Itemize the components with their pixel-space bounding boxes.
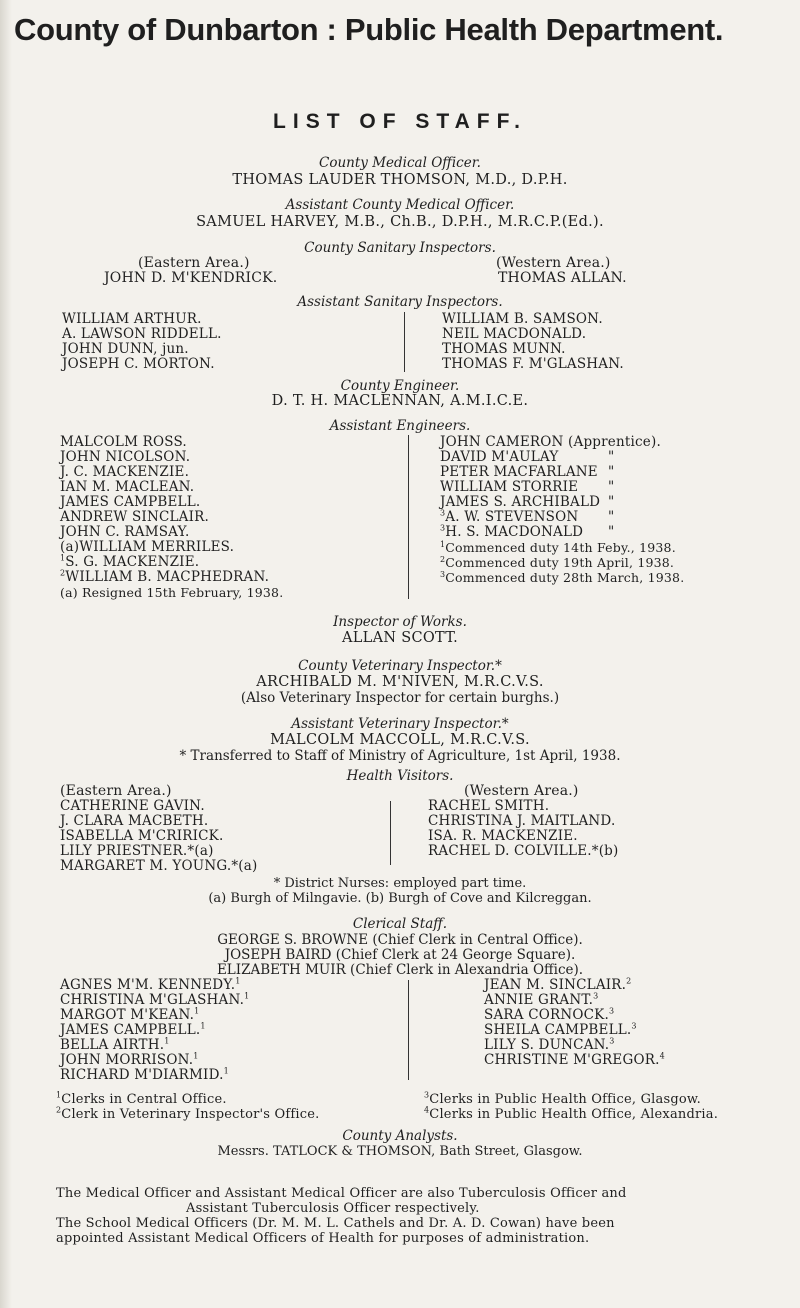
list-item: DAVID M'AULAY "	[440, 449, 615, 465]
list-item: CHRISTINE M'GREGOR.$^4$	[484, 1051, 665, 1068]
list-item: $^2$WILLIAM B. MACPHEDRAN.	[60, 568, 270, 585]
asst-eng-left-list	[60, 435, 283, 600]
csi-west-label: (Western Area.)	[496, 255, 611, 271]
asi-right-list	[442, 312, 624, 372]
list-item: JAMES CAMPBELL.	[60, 494, 201, 510]
list-item: RACHEL D. COLVILLE.*(b)	[428, 843, 619, 859]
list-item: $^3$A. W. STEVENSON "	[440, 508, 615, 525]
csi-east-label: (Eastern Area.)	[138, 255, 250, 271]
list-item: CHRISTINA M'GLASHAN.$^1$	[60, 991, 250, 1008]
list-item: MALCOLM ROSS.	[60, 434, 187, 450]
clerk-note: $^2$Clerk in Veterinary Inspector's Office.	[56, 1105, 320, 1122]
list-item: ANNIE GRANT.$^3$	[484, 991, 599, 1008]
hv-east-list	[60, 799, 258, 874]
list-item: $^3$H. S. MACDONALD "	[440, 523, 615, 540]
asst-vet-note: * Transferred to Staff of Ministry of Agriculture, 1st April, 1938.	[179, 748, 621, 764]
list-item: MARGARET M. YOUNG.*(a)	[60, 858, 258, 874]
hv-note-burghs: (a) Burgh of Milngavie. (b) Burgh of Cove and Kilcreggan.	[208, 891, 592, 906]
engineer-name: D. T. H. MACLENNAN, A.M.I.C.E.	[271, 393, 529, 409]
list-item: LILY S. DUNCAN.$^3$	[484, 1036, 615, 1053]
list-item: PETER MACFARLANE "	[440, 464, 615, 480]
asi-role: Assistant Sanitary Inspectors.	[297, 294, 503, 310]
commenced-note: $^2$Commenced duty 19th April, 1938.	[440, 554, 675, 570]
list-item: RACHEL SMITH.	[428, 798, 550, 814]
cmo-name: THOMAS LAUDER THOMSON, M.D., D.P.H.	[232, 172, 568, 188]
list-title: LIST OF STAFF.	[273, 110, 527, 133]
column-divider	[404, 312, 405, 372]
list-item: JOHN DUNN, jun.	[62, 341, 189, 357]
department-header: County of Dunbarton : Public Health Department.	[14, 12, 724, 47]
list-item: MARGOT M'KEAN.$^1$	[60, 1006, 200, 1023]
chief-clerk: GEORGE S. BROWNE (Chief Clerk in Central Office).	[217, 932, 583, 948]
hv-role: Health Visitors.	[346, 768, 454, 784]
cmo-role: County Medical Officer.	[319, 155, 481, 171]
list-item: CHRISTINA J. MAITLAND.	[428, 813, 616, 829]
clerk-note: $^3$Clerks in Public Health Office, Glasgow.	[424, 1090, 701, 1107]
list-item: JOHN C. RAMSAY.	[60, 524, 190, 540]
list-item: WILLIAM STORRIE "	[440, 479, 615, 495]
hv-west-label: (Western Area.)	[464, 783, 579, 799]
engineer-role: County Engineer.	[340, 378, 460, 394]
list-item: BELLA AIRTH.$^1$	[60, 1036, 170, 1053]
list-item: JEAN M. SINCLAIR.$^2$	[484, 976, 632, 993]
list-item: ISA. R. MACKENZIE.	[428, 828, 578, 844]
analysts-name: Messrs. TATLOCK & THOMSON, Bath Street, Glasgow.	[217, 1144, 583, 1159]
footnote-line: appointed Assistant Medical Officers of Health for purposes of administration.	[56, 1231, 590, 1246]
hv-west-list	[428, 799, 619, 859]
footnote-line: Assistant Tuberculosis Officer respectively.	[186, 1201, 480, 1216]
list-item: RICHARD M'DIARMID.$^1$	[60, 1066, 229, 1083]
acmo-role: Assistant County Medical Officer.	[285, 197, 515, 213]
list-item: ANDREW SINCLAIR.	[60, 509, 209, 525]
vet-note: (Also Veterinary Inspector for certain burghs.)	[240, 690, 560, 706]
acmo-name: SAMUEL HARVEY, M.B., Ch.B., D.P.H., M.R.C.P.(Ed.).	[196, 214, 604, 230]
asi-left-list	[62, 312, 222, 372]
list-item: JOHN MORRISON.$^1$	[60, 1051, 199, 1068]
asst-eng-right-list	[440, 435, 684, 585]
list-item: THOMAS F. M'GLASHAN.	[442, 356, 624, 372]
list-item: J. C. MACKENZIE.	[60, 464, 190, 480]
list-item: CATHERINE GAVIN.	[60, 798, 205, 814]
hv-east-label: (Eastern Area.)	[60, 783, 172, 799]
clerical-role: Clerical Staff.	[352, 916, 448, 932]
list-item: NEIL MACDONALD.	[442, 326, 587, 342]
csi-east-name: JOHN D. M'KENDRICK.	[104, 270, 278, 286]
resigned-note: (a) Resigned 15th February, 1938.	[60, 585, 284, 600]
clerk-note: $^4$Clerks in Public Health Office, Alexandria.	[424, 1105, 719, 1122]
list-item: A. LAWSON RIDDELL.	[62, 326, 222, 342]
list-item: SARA CORNOCK.$^3$	[484, 1006, 615, 1023]
asst-vet-name: MALCOLM MACCOLL, M.R.C.V.S.	[270, 732, 530, 748]
clerical-left-list	[60, 978, 249, 1083]
hv-note-district-nurses: * District Nurses: employed part time.	[273, 876, 527, 891]
list-item: IAN M. MACLEAN.	[60, 479, 195, 495]
asst-eng-role: Assistant Engineers.	[329, 418, 471, 434]
list-item: LILY PRIESTNER.*(a)	[60, 843, 214, 859]
commenced-note: $^1$Commenced duty 14th Feby., 1938.	[440, 539, 676, 555]
list-item: (a)WILLIAM MERRILES.	[60, 539, 235, 555]
list-item: J. CLARA MACBETH.	[60, 813, 209, 829]
clerk-note: $^1$Clerks in Central Office.	[56, 1090, 227, 1107]
footnote-line: The Medical Officer and Assistant Medical Officer are also Tuberculosis Officer and	[56, 1186, 627, 1201]
list-item: JOHN CAMERON (Apprentice).	[440, 434, 661, 450]
asst-vet-role: Assistant Veterinary Inspector.*	[291, 716, 509, 732]
column-divider	[408, 980, 409, 1080]
list-item: JOHN NICOLSON.	[60, 449, 191, 465]
list-item: WILLIAM B. SAMSON.	[442, 311, 603, 327]
column-divider	[408, 435, 409, 599]
works-name: ALLAN SCOTT.	[341, 630, 459, 646]
chief-clerk: ELIZABETH MUIR (Chief Clerk in Alexandria Office).	[216, 962, 584, 978]
list-item: ISABELLA M'CRIRICK.	[60, 828, 224, 844]
chief-clerk: JOSEPH BAIRD (Chief Clerk at 24 George Square).	[224, 947, 576, 963]
footnote-line: The School Medical Officers (Dr. M. M. L. Cathels and Dr. A. D. Cowan) have been	[56, 1216, 615, 1231]
list-item: WILLIAM ARTHUR.	[62, 311, 202, 327]
commenced-note: $^3$Commenced duty 28th March, 1938.	[440, 569, 685, 585]
csi-role: County Sanitary Inspectors.	[304, 240, 496, 256]
list-item: THOMAS MUNN.	[442, 341, 566, 357]
vet-role: County Veterinary Inspector.*	[298, 658, 502, 674]
vet-name: ARCHIBALD M. M'NIVEN, M.R.C.V.S.	[256, 674, 544, 690]
list-item: AGNES M'M. KENNEDY.$^1$	[60, 976, 241, 993]
list-item: JAMES S. ARCHIBALD "	[440, 494, 615, 510]
list-item: JOSEPH C. MORTON.	[62, 356, 215, 372]
clerical-right-list	[484, 978, 665, 1068]
csi-west-name: THOMAS ALLAN.	[498, 270, 627, 286]
list-item: $^1$S. G. MACKENZIE.	[60, 553, 200, 570]
analysts-role: County Analysts.	[342, 1128, 458, 1144]
list-item: SHEILA CAMPBELL.$^3$	[484, 1021, 637, 1038]
list-item: JAMES CAMPBELL.$^1$	[60, 1021, 206, 1038]
column-divider	[390, 801, 391, 865]
works-role: Inspector of Works.	[333, 614, 467, 630]
